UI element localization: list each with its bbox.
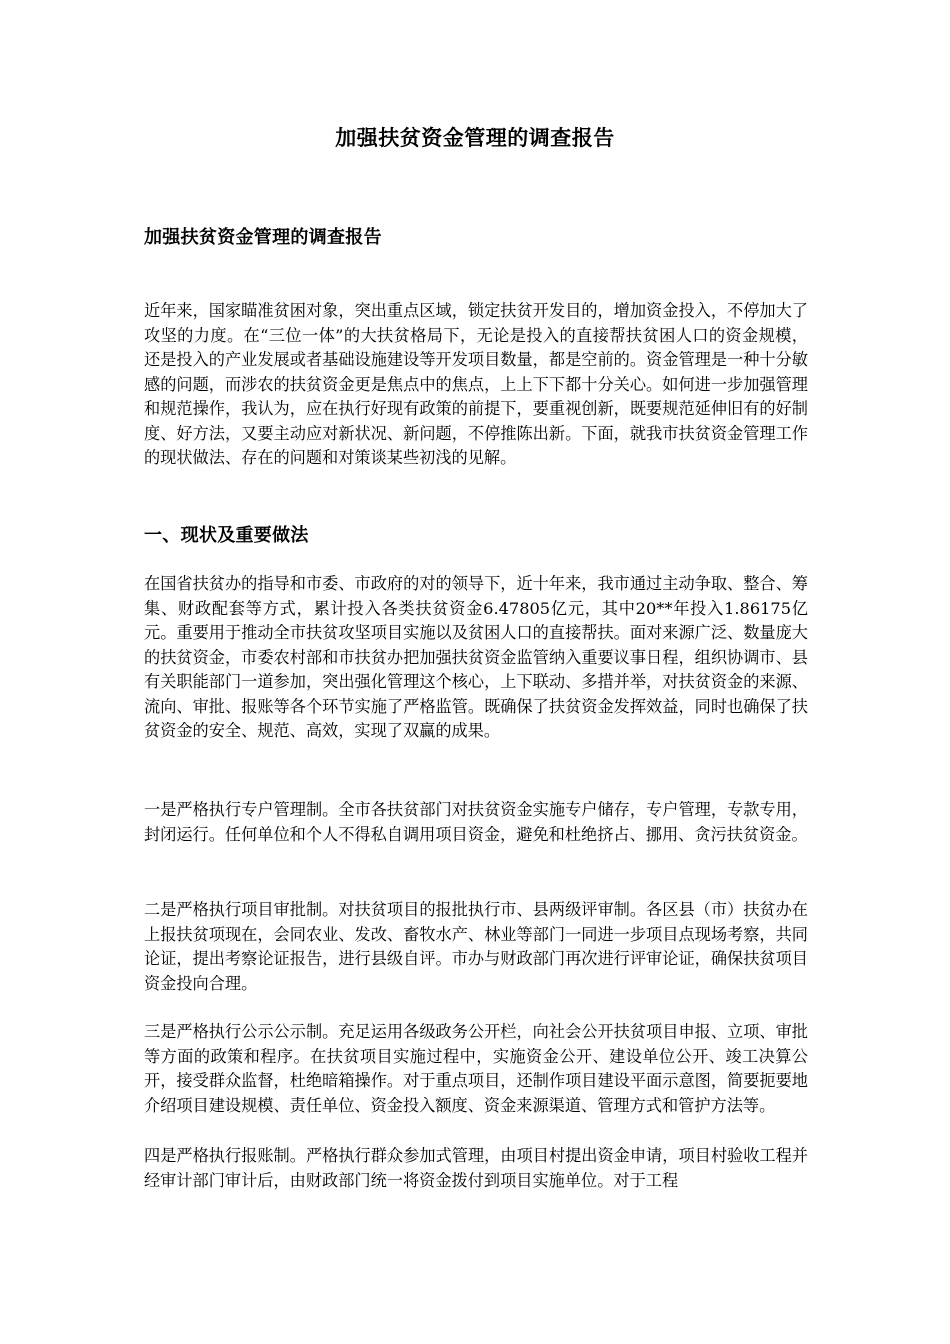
section-paragraph-reimbursement: 四是严格执行报账制。严格执行群众参加式管理，由项目村提出资金申请，项目村验收工程并经审计部门审计后，由财政部门统一将资金拨付到项目实施单位。对于工程 — [144, 1146, 808, 1190]
document-title: 加强扶贫资金管理的调查报告 — [335, 125, 615, 150]
section-paragraph-overview: 在国省扶贫办的指导和市委、市政府的对的领导下，近十年来，我市通过主动争取、整合、筹集、财政配套等方式，累计投入各类扶贫资金6.47805亿元，其中20**年投入1.86175亿元。重要用于推动全市扶贫攻坚项目实施以及贫困人口的直接帮扶。面对来源广泛、数量庞大的扶贫资金，市委农村部和市扶贫办把加强扶贫资金监管纳入重要议事日程，组织协调市、县有关职能部门一道参加，突出强化管理这个核心，上下联动、多措并举，对扶贫资金的来源、流向、审批、报账等各个环节实施了严格监管。既确保了扶贫资金发挥效益，同时也确保了扶贫资金的安全、规范、高效，实现了双赢的成果。 — [144, 574, 808, 740]
section-paragraph-account-management: 一是严格执行专户管理制。全市各扶贫部门对扶贫资金实施专户储存，专户管理，专款专用，封闭运行。任何单位和个人不得私自调用项目资金，避免和杜绝挤占、挪用、贪污扶贫资金。 — [144, 800, 808, 844]
section-heading: 一、现状及重要做法 — [144, 525, 309, 546]
section-paragraph-publicity: 三是严格执行公示公示制。充足运用各级政务公开栏，向社会公开扶贫项目申报、立项、审批等方面的政策和程序。在扶贫项目实施过程中，实施资金公开、建设单位公开、竣工决算公开，接受群众监督，杜绝暗箱操作。对于重点项目，还制作项目建设平面示意图，简要扼要地介绍项目建设规模、责任单位、资金投入额度、资金来源渠道、管理方式和管护方法等。 — [144, 1022, 808, 1115]
section-paragraph-project-approval: 二是严格执行项目审批制。对扶贫项目的报批执行市、县两级评审制。各区县（市）扶贫办在上报扶贫项现在，会同农业、发改、畜牧水产、林业等部门一同进一步项目点现场考察，共同论证，提出考察论证报告，进行县级自评。市办与财政部门再次进行评审论证，确保扶贫项目资金投向合理。 — [144, 900, 808, 993]
document-subtitle: 加强扶贫资金管理的调查报告 — [144, 227, 382, 248]
intro-paragraph: 近年来，国家瞄准贫困对象，突出重点区域，锁定扶贫开发目的，增加资金投入，不停加大了攻坚的力度。在“三位一体”的大扶贫格局下，无论是投入的直接帮扶贫困人口的资金规模，还是投入的产业发展或者基础设施建设等开发项目数量，都是空前的。资金管理是一种十分敏感的问题，而涉农的扶贫资金更是焦点中的焦点，上上下下都十分关心。如何进一步加强管理和规范操作，我认为，应在执行好现有政策的前提下，要重视创新，既要规范延伸旧有的好制度、好方法，又要主动应对新状况、新问题，不停推陈出新。下面，就我市扶贫资金管理工作的现状做法、存在的问题和对策谈某些初浅的见解。 — [144, 301, 808, 467]
